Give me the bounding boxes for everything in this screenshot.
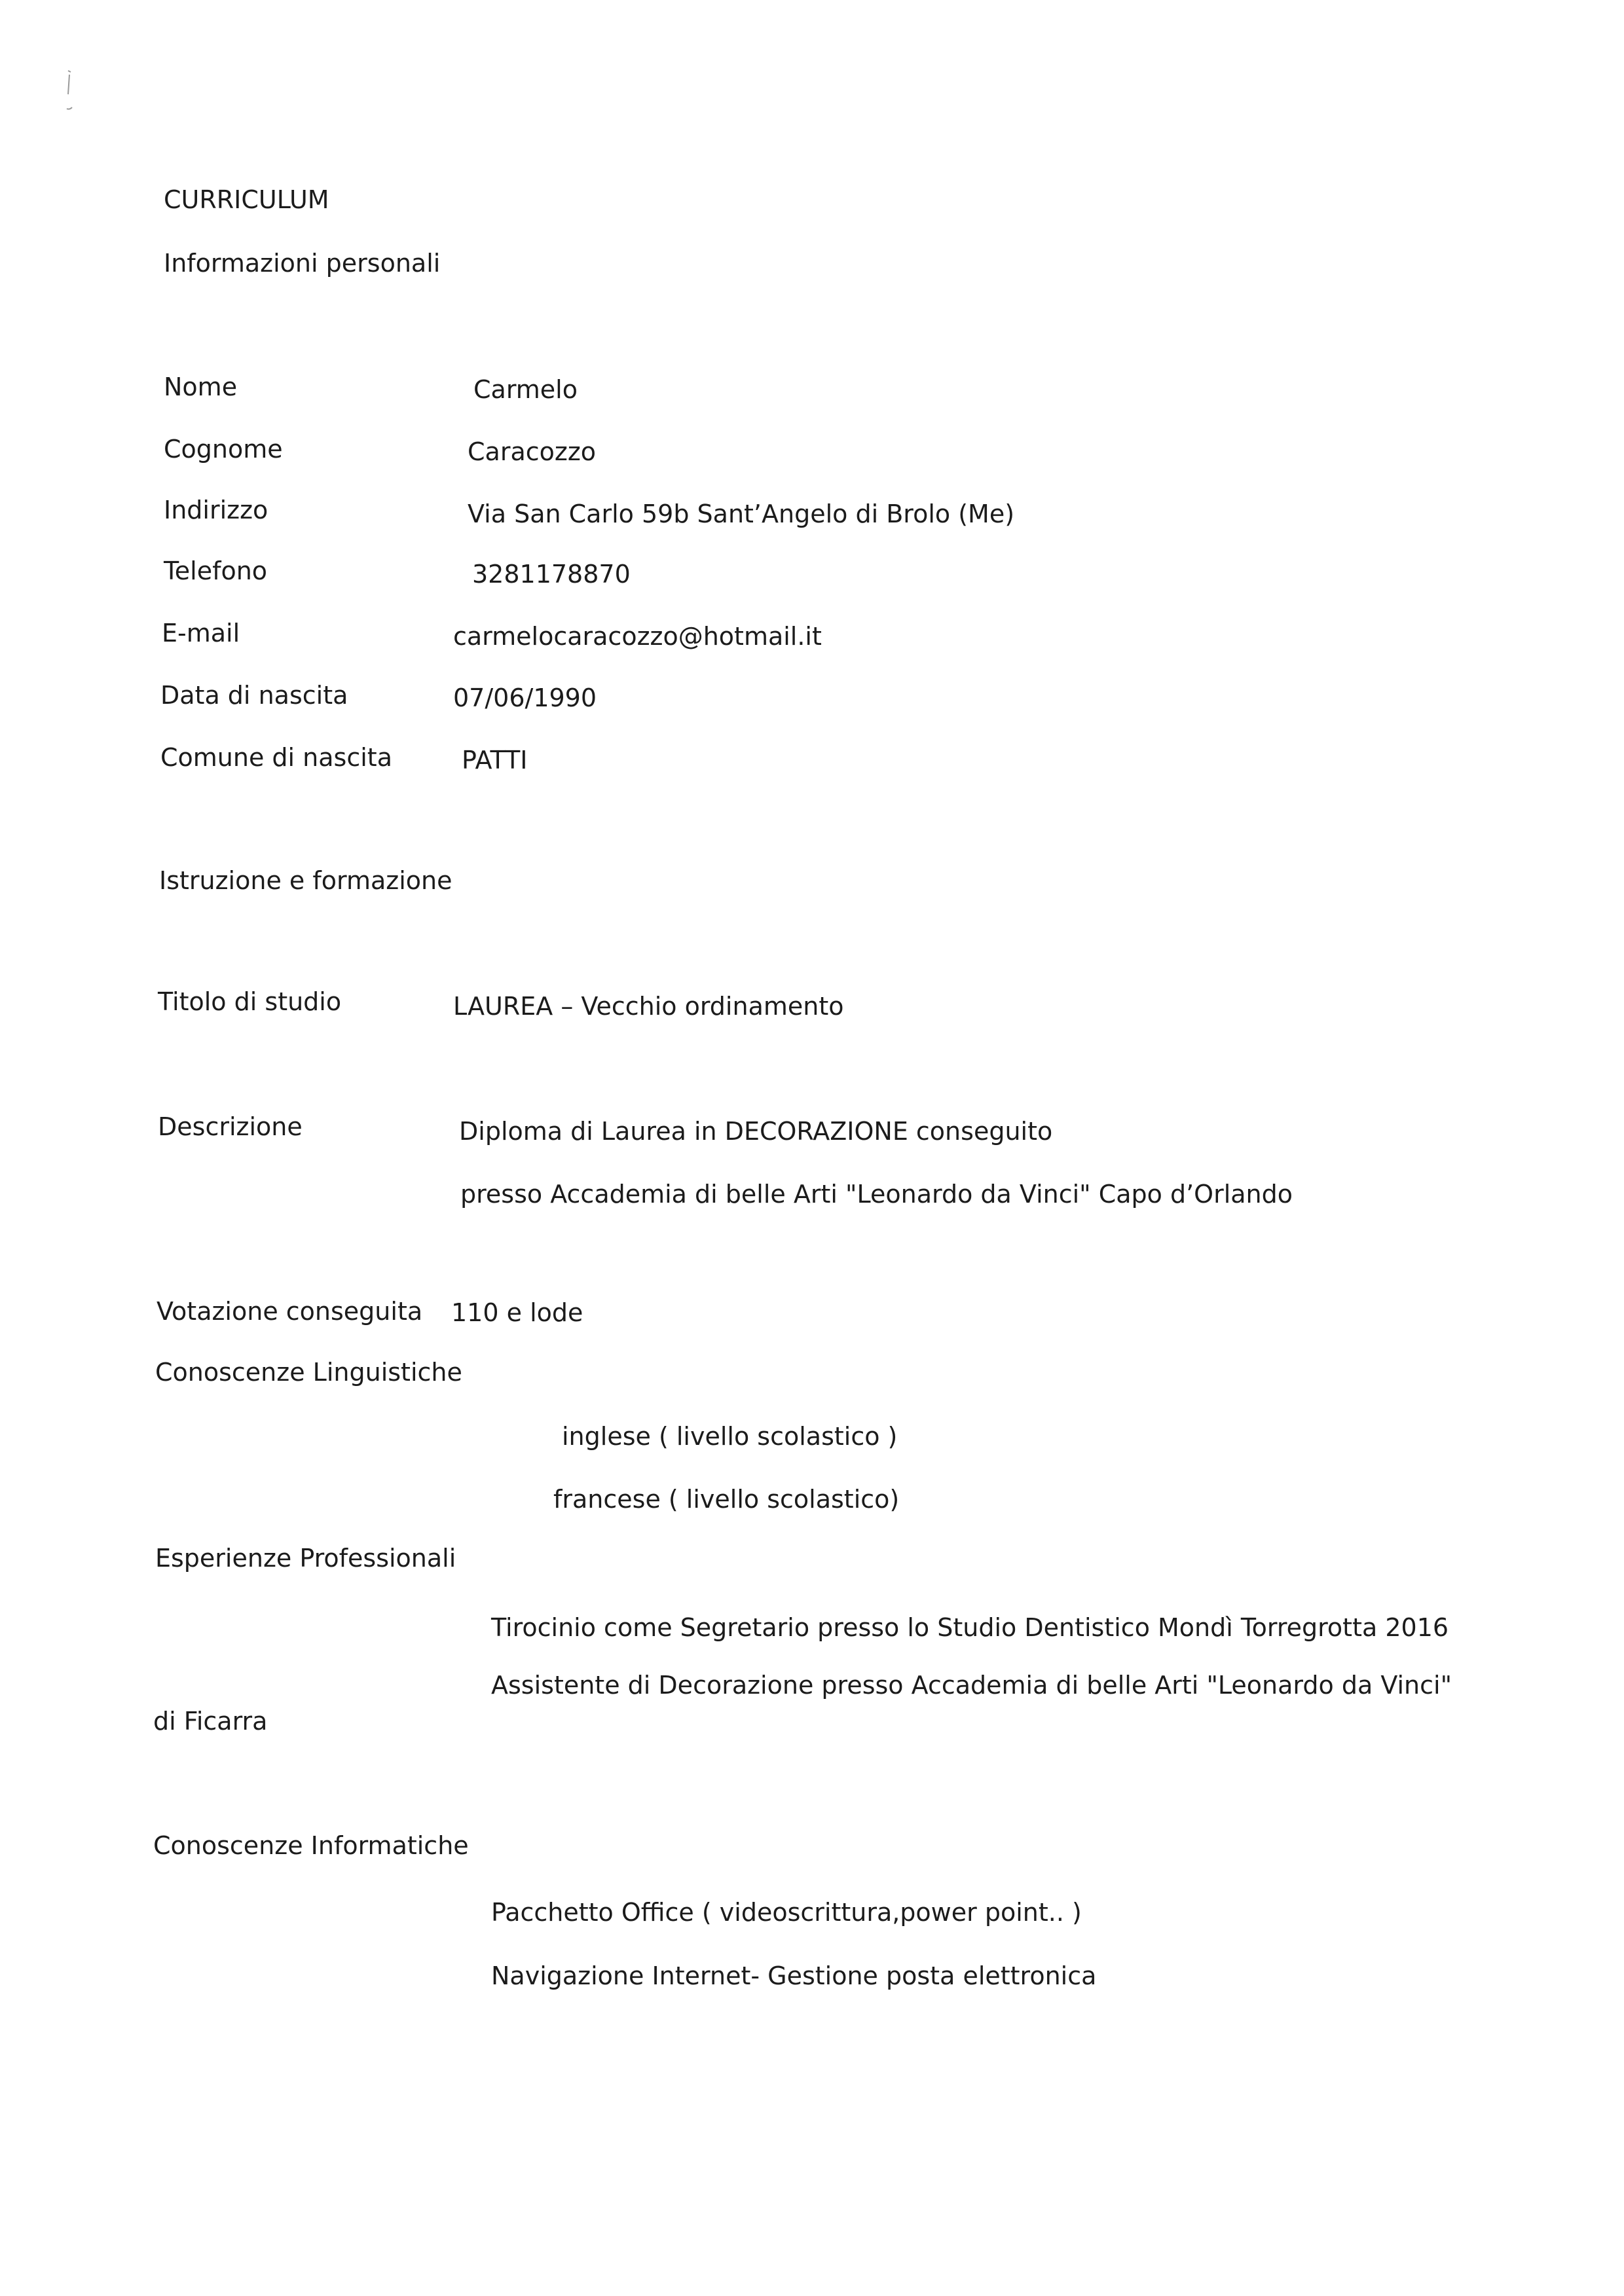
label-descrizione: Descrizione bbox=[158, 1112, 303, 1141]
lingua-item-1: inglese ( livello scolastico ) bbox=[562, 1422, 898, 1451]
section-heading-education: Istruzione e formazione bbox=[159, 866, 452, 895]
value-nome: Carmelo bbox=[473, 375, 578, 404]
value-comune-nascita: PATTI bbox=[462, 746, 528, 774]
label-titolo-studio: Titolo di studio bbox=[158, 987, 342, 1016]
informatica-item-2: Navigazione Internet- Gestione posta elettronica bbox=[491, 1961, 1097, 1990]
value-cognome: Caracozzo bbox=[468, 437, 597, 466]
esperienza-line-3: di Ficarra bbox=[153, 1707, 268, 1736]
label-nome: Nome bbox=[164, 373, 238, 401]
lingua-item-2: francese ( livello scolastico) bbox=[553, 1485, 900, 1514]
label-votazione: Votazione conseguita bbox=[157, 1297, 423, 1326]
label-data-nascita: Data di nascita bbox=[160, 681, 348, 710]
value-telefono: 3281178870 bbox=[472, 560, 631, 589]
section-heading-personal: Informazioni personali bbox=[164, 249, 441, 278]
value-votazione: 110 e lode bbox=[451, 1298, 583, 1327]
label-email: E-mail bbox=[162, 619, 240, 647]
label-indirizzo: Indirizzo bbox=[164, 496, 268, 524]
scan-mark bbox=[60, 68, 75, 127]
value-email: carmelocaracozzo@hotmail.it bbox=[453, 622, 822, 651]
descrizione-line-1: Diploma di Laurea in DECORAZIONE conseguito bbox=[459, 1117, 1053, 1146]
esperienza-line-2: Assistente di Decorazione presso Accademia di belle Arti "Leonardo da Vinci" bbox=[491, 1671, 1452, 1700]
label-cognome: Cognome bbox=[164, 435, 283, 464]
informatica-item-1: Pacchetto Office ( videoscrittura,power point.. ) bbox=[491, 1898, 1082, 1927]
esperienza-line-1: Tirocinio come Segretario presso lo Studio Dentistico Mondì Torregrotta 2016 bbox=[491, 1613, 1449, 1642]
descrizione-line-2: presso Accademia di belle Arti "Leonardo da Vinci" Capo d’Orlando bbox=[460, 1180, 1293, 1209]
label-comune-nascita: Comune di nascita bbox=[160, 743, 392, 772]
document-title: CURRICULUM bbox=[164, 185, 329, 214]
label-informatica: Conoscenze Informatiche bbox=[153, 1831, 469, 1860]
value-data-nascita: 07/06/1990 bbox=[453, 683, 597, 712]
label-esperienze: Esperienze Professionali bbox=[155, 1544, 456, 1573]
value-indirizzo: Via San Carlo 59b Sant’Angelo di Brolo (Me) bbox=[468, 500, 1015, 528]
label-lingue: Conoscenze Linguistiche bbox=[155, 1358, 462, 1387]
value-titolo-studio: LAUREA – Vecchio ordinamento bbox=[453, 992, 844, 1021]
label-telefono: Telefono bbox=[164, 556, 268, 585]
